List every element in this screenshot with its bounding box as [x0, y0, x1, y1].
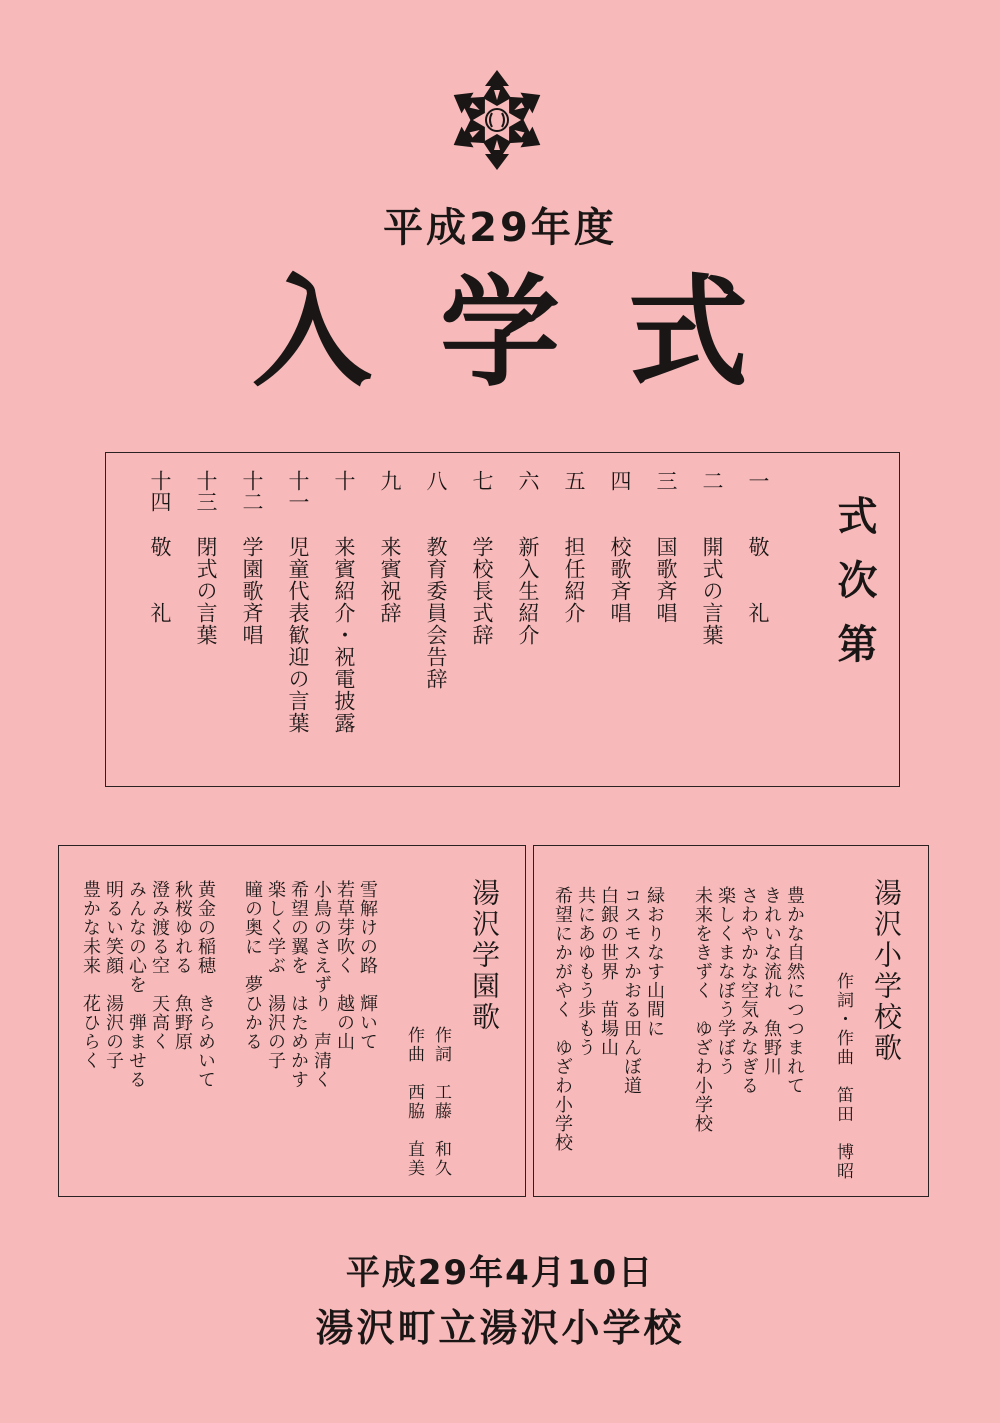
school-song-line: 共にあゆもう歩もう: [575, 886, 596, 1057]
campus-song-line: 楽しく学ぶ 湯沢の子: [265, 880, 286, 1070]
order-number: 十三: [194, 470, 218, 512]
campus-song-line: 秋桜ゆれる 魚野原: [172, 880, 193, 1051]
school-song-line: 緑おりなす山間に: [644, 886, 665, 1038]
school-song-line: 希望にかがやく ゆざわ小学校: [552, 886, 573, 1152]
order-number: 十: [332, 470, 356, 491]
campus-song-line: 若草芽吹く 越の山: [334, 880, 355, 1051]
school-emblem-icon: [445, 68, 549, 172]
campus-song-composer: 作曲 西脇 直美: [404, 1026, 424, 1178]
order-number: 七: [470, 470, 494, 491]
campus-song-line: 豊かな未来 花ひらく: [80, 880, 101, 1070]
school-song-line: 白銀の世界 苗場山: [598, 886, 619, 1057]
order-item: 国歌斉唱: [654, 536, 678, 624]
order-item: 学校長式辞: [470, 536, 494, 646]
order-number: 二: [700, 470, 724, 491]
order-item: 来賓紹介・祝電披露: [332, 536, 356, 734]
order-item: 敬 礼: [148, 536, 172, 624]
school-song-line: 未来をきずく ゆざわ小学校: [692, 886, 713, 1133]
order-number: 六: [516, 470, 540, 491]
order-item: 閉式の言葉: [194, 536, 218, 646]
ceremony-title: 入学式: [252, 264, 816, 403]
order-number: 八: [424, 470, 448, 491]
order-number: 三: [654, 470, 678, 491]
campus-song-line: 澄み渡る空 天高く: [149, 880, 170, 1051]
school-song-credit: 作詞・作曲 笛田 博昭: [833, 972, 853, 1181]
ceremony-order-box: [105, 452, 900, 787]
school-song-line: さわやかな空気みなぎる: [738, 886, 759, 1095]
campus-song-line: 明るい笑顔 湯沢の子: [103, 880, 124, 1070]
campus-song-line: 小鳥のさえずり 声清く: [311, 880, 332, 1089]
school-name: 湯沢町立湯沢小学校: [315, 1306, 685, 1350]
order-item: 来賓祝辞: [378, 536, 402, 624]
order-number: 十一: [286, 470, 310, 512]
order-number: 四: [608, 470, 632, 491]
school-song-line: きれいな流れ 魚野川: [761, 886, 782, 1076]
school-song-title: 湯沢小学校歌: [870, 878, 903, 1064]
ceremony-order-heading: 式次第: [831, 495, 877, 687]
order-number: 九: [378, 470, 402, 491]
order-item: 新入生紹介: [516, 536, 540, 646]
order-item: 児童代表歓迎の言葉: [286, 536, 310, 734]
order-item: 教育委員会告辞: [424, 536, 448, 690]
campus-song-title: 湯沢学園歌: [468, 878, 501, 1033]
order-number: 五: [562, 470, 586, 491]
school-song-line: 豊かな自然につつまれて: [784, 886, 805, 1095]
school-song-line: 楽しくまなぼう学ぼう: [715, 886, 736, 1076]
order-item: 学園歌斉唱: [240, 536, 264, 646]
order-item: 校歌斉唱: [608, 536, 632, 624]
campus-song-line: 雪解けの路 輝いて: [357, 880, 378, 1051]
order-number: 十四: [148, 470, 172, 512]
campus-song-line: 黄金の稲穂 きらめいて: [195, 880, 216, 1089]
order-item: 担任紹介: [562, 536, 586, 624]
ceremony-date: 平成29年4月10日: [345, 1253, 655, 1293]
campus-song-line: みんなの心を 弾ませる: [126, 880, 147, 1089]
order-number: 一: [746, 470, 770, 491]
campus-song-lyricist: 作詞 工藤 和久: [431, 1026, 451, 1178]
school-song-line: コスモスかおる田んぼ道: [621, 886, 642, 1095]
fiscal-year-title: 平成29年度: [383, 205, 617, 251]
campus-song-line: 瞳の奥に 夢ひかる: [242, 880, 263, 1051]
order-number: 十二: [240, 470, 264, 512]
campus-song-line: 希望の翼を はためかす: [288, 880, 309, 1089]
order-item: 開式の言葉: [700, 536, 724, 646]
order-item: 敬 礼: [746, 536, 770, 624]
